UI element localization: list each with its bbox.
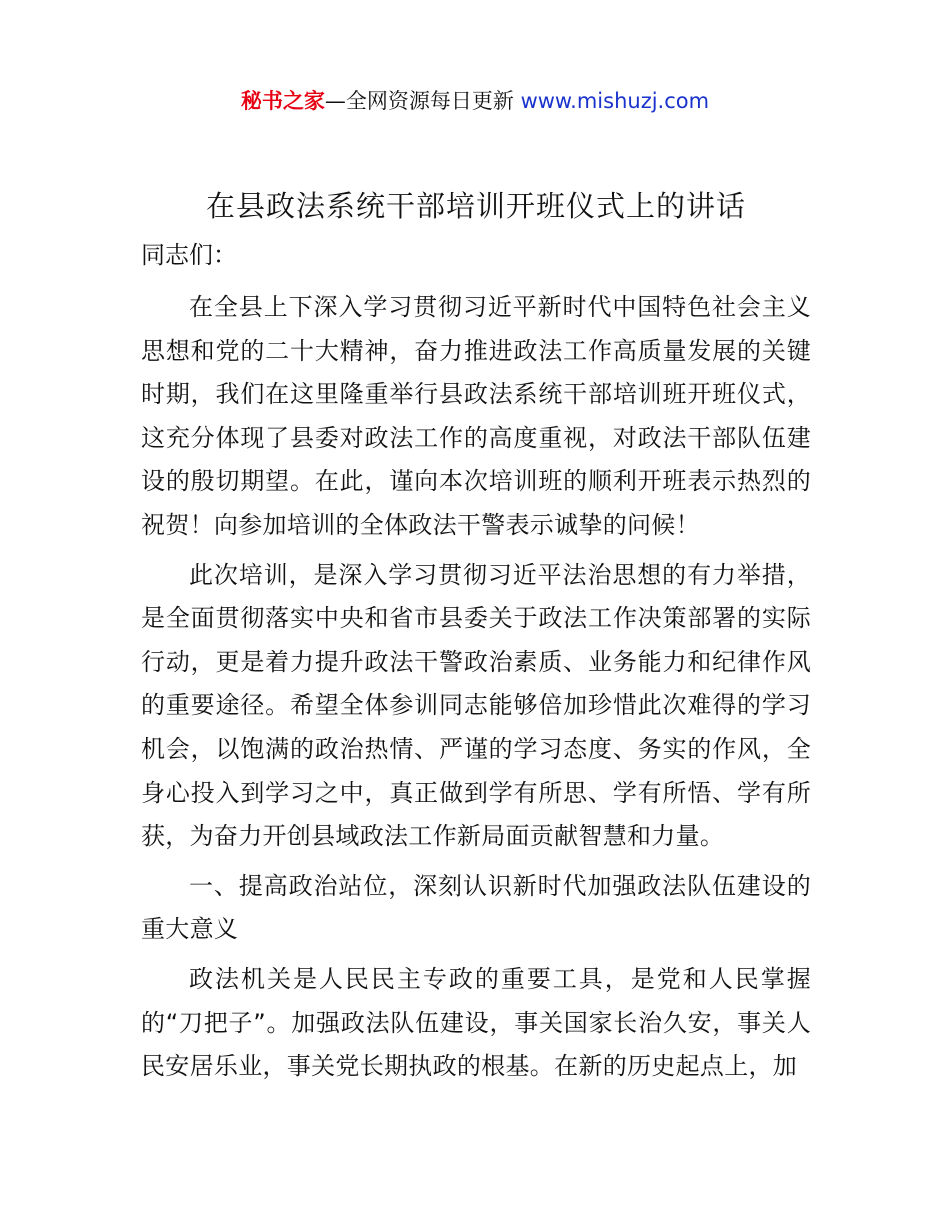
document-title: 在县政法系统干部培训开班仪式上的讲话 [205, 189, 746, 223]
site-header [0, 86, 950, 116]
site-slogan: —全网资源每日更新 [324, 89, 514, 113]
section-heading-1: 一、提高政治站位，深刻认识新时代加强政法队伍建设的重大意义 [141, 871, 811, 944]
paragraph-3: 政法机关是人民民主专政的重要工具，是党和人民掌握的“刀把子”。加强政法队伍建设，事关国家长治久安，事关人民安居乐业，事关党长期执政的根基。在新的历史起点上，加 [141, 964, 811, 1081]
paragraph-1: 在全县上下深入学习贯彻习近平新时代中国特色社会主义思想和党的二十大精神，奋力推进政法工作高质量发展的关键时期，我们在这里隆重举行县政法系统干部培训班开班仪式，这充分体现了县委对政法工作的高度重视，对政法干部队伍建设的殷切期望。在此，谨向本次培训班的顺利开班表示热烈的祝贺！向参加培训的全体政法干警表示诚挚的问候！ [141, 293, 811, 539]
site-url-link[interactable]: www.mishuzj.com [520, 89, 710, 113]
document-body [141, 180, 811, 1089]
brand-name: 秘书之家 [240, 89, 325, 113]
salutation: 同志们： [141, 241, 237, 269]
paragraph-2: 此次培训，是深入学习贯彻习近平法治思想的有力举措，是全面贯彻落实中央和省市县委关于政法工作决策部署的实际行动，更是着力提升政法干警政治素质、业务能力和纪律作风的重要途径。希望全体参训同志能够倍加珍惜此次难得的学习机会，以饱满的政治热情、严谨的学习态度、务实的作风，全身心投入到学习之中，真正做到学有所思、学有所悟、学有所获，为奋力开创县域政法工作新局面贡献智慧和力量。 [141, 560, 811, 851]
